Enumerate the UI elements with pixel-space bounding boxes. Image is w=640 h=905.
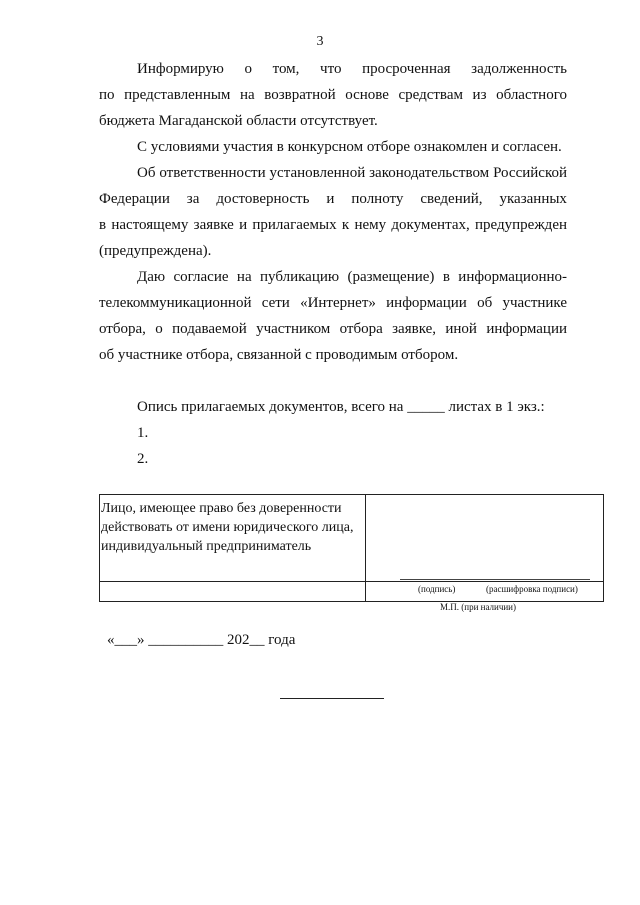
- attachments-list: [99, 394, 567, 472]
- attachment-item: 1.: [137, 425, 149, 441]
- paragraph-line: (предупреждена).: [99, 243, 212, 259]
- paragraph-consent-terms: С условиями участия в конкурсном отборе ознакомлен и согласен.: [137, 139, 562, 155]
- paragraph-line: телекоммуникационной сети «Интернет» информации об участнике: [99, 295, 567, 311]
- paragraph-line: [99, 186, 567, 212]
- paragraph-publication-consent: [99, 264, 567, 368]
- signature-table: [99, 494, 604, 602]
- word: указанных: [499, 191, 567, 207]
- word: и: [326, 191, 335, 207]
- signatory-label: Лицо, имеющее право без доверенности действовать от имени юридического лица, индивидуальный предприниматель: [101, 501, 354, 554]
- word: полноту: [351, 191, 404, 207]
- paragraph-line: Об ответственности установленной законодательством Российской: [137, 165, 567, 181]
- word: том,: [272, 61, 300, 77]
- word: сведений,: [420, 191, 483, 207]
- attachments-heading: Опись прилагаемых документов, всего на _____ листах в 1 экз.:: [137, 399, 545, 415]
- date-line: «___» __________ 202__ года: [107, 632, 296, 648]
- table-divider: [100, 581, 603, 582]
- paragraph-line: бюджета Магаданской области отсутствует.: [99, 113, 378, 129]
- paragraph-line: в настоящему заявке и прилагаемых к нему документах, предупрежден: [99, 217, 567, 233]
- paragraph-line: отбора, о подаваемой участником отбора заявке, иной информации: [99, 321, 567, 337]
- word: что: [320, 61, 342, 77]
- table-divider: [365, 495, 366, 601]
- word: Информирую: [137, 61, 224, 77]
- signature-caption: (подпись): [418, 584, 456, 594]
- word: за: [186, 191, 200, 207]
- paragraph-line: об участнике отбора, связанной с проводимым отбором.: [99, 347, 459, 363]
- decoding-caption: (расшифровка подписи): [486, 584, 578, 594]
- paragraph-line: Даю согласие на публикацию (размещение) в информационно-: [137, 269, 567, 285]
- attachment-item: 2.: [137, 451, 149, 467]
- word: Федерации: [99, 191, 170, 207]
- paragraph-first-line: [99, 56, 567, 82]
- paragraph-debt-info: [99, 56, 567, 134]
- page-number: 3: [316, 34, 324, 49]
- signature-line: [400, 579, 590, 580]
- stamp-note: М.П. (при наличии): [440, 602, 516, 612]
- end-separator: [280, 698, 384, 699]
- paragraph-responsibility: [99, 160, 567, 264]
- word: просроченная: [362, 61, 451, 77]
- word: о: [244, 61, 252, 77]
- word: задолженность: [471, 61, 567, 77]
- paragraph-line: по представленным на возвратной основе средствам из областного: [99, 87, 567, 103]
- word: достоверность: [216, 191, 310, 207]
